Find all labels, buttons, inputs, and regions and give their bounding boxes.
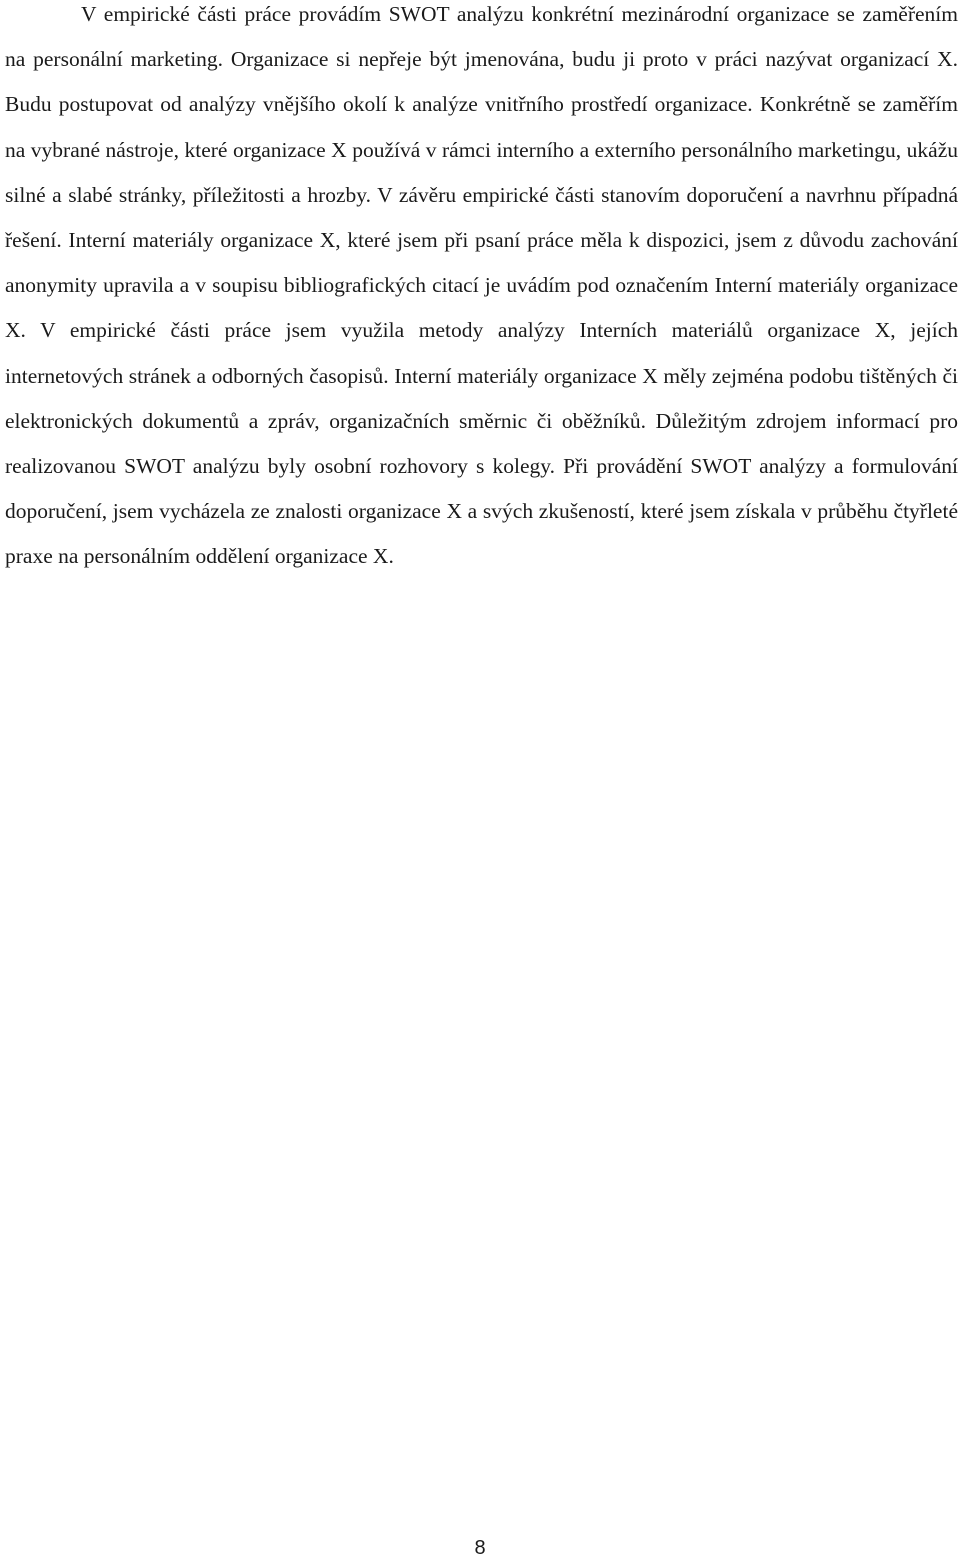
page-number: 8 [474,1537,486,1559]
body-paragraph: V empirické části práce provádím SWOT analýzu konkrétní mezinárodní organizace se zaměřením na personální marketing. Organizace si nepřeje být jmenována, budu ji proto v práci nazývat organizací X. Budu postupovat od analýzy vnějšího okolí k analýze vnitřního prostředí organizace. Konkrétně se zaměřím na vybrané nástroje, které organizace X používá v rámci interního a externího personálního marketingu, ukážu silné a slabé stránky, příležitosti a hrozby. V závěru empirické části stanovím doporučení a navrhnu případná řešení. Interní materiály organizace X, které jsem při psaní práce měla k dispozici, jsem z důvodu zachování anonymity upravila a v soupisu bibliografických citací je uvádím pod označením Interní materiály organizace X. V empirické části práce jsem využila metody analýzy Interních materiálů organizace X, jejích internetových stránek a odborných časopisů. Interní materiály organizace X měly zejména podobu tištěných či elektronických dokumentů a zpráv, organizačních směrnic či oběžníků. Důležitým zdrojem informací pro realizovanou SWOT analýzu byly osobní rozhovory s kolegy. Při provádění SWOT analýzy a formulování doporučení, jsem vycházela ze znalosti organizace X a svých zkušeností, které jsem získala v průběhu čtyřleté praxe na personálním oddělení organizace X. [5,2,958,569]
